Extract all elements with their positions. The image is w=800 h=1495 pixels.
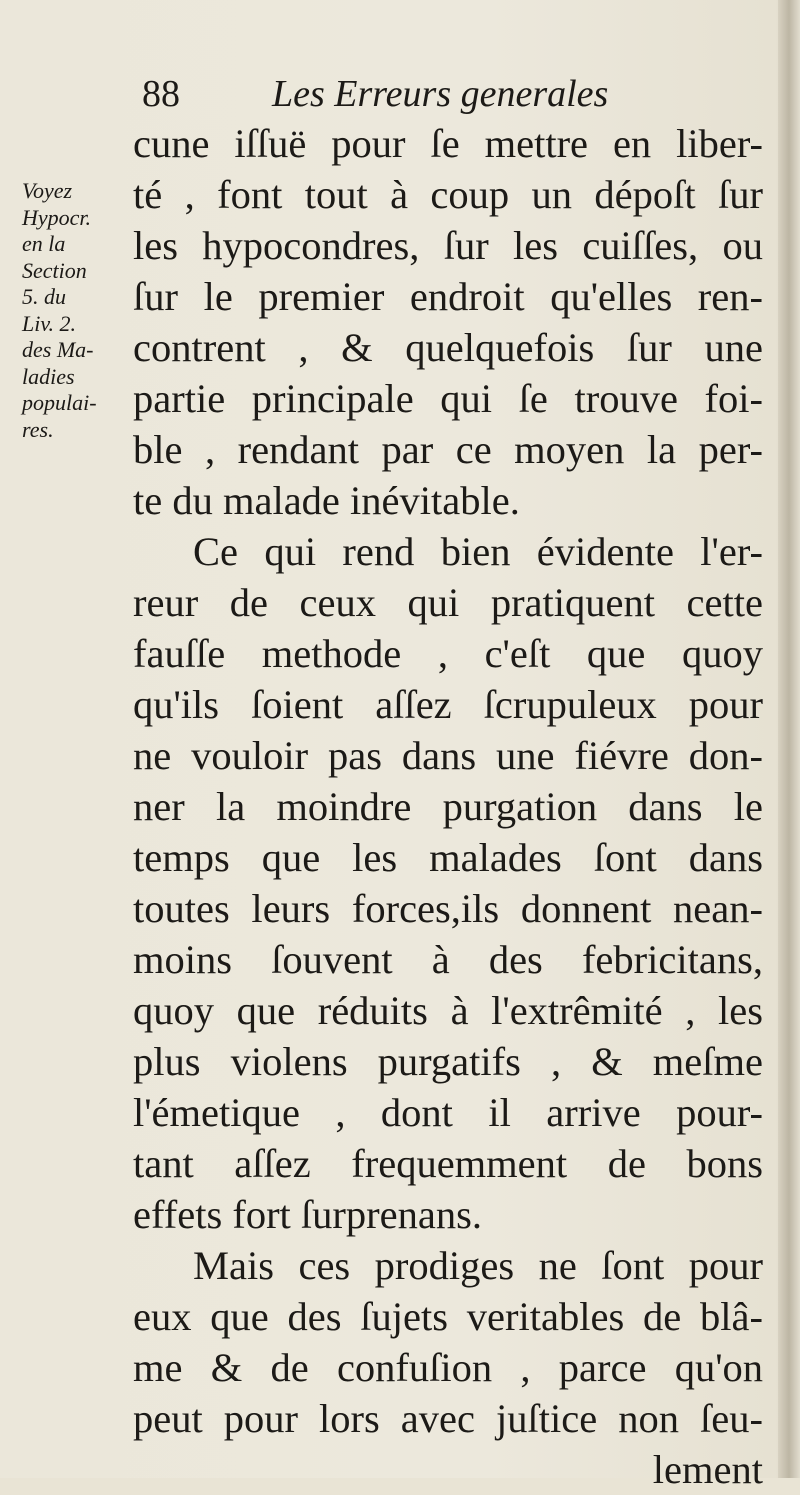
page-header	[142, 68, 782, 120]
text-line: Ce qui rend bien évidente l'er-	[193, 529, 763, 574]
text-line: Mais ces prodiges ne ſont pour	[193, 1243, 763, 1288]
body-text	[133, 118, 763, 1495]
text-line: te du malade inévitable.	[133, 478, 520, 523]
text-line: l'émetique , dont il arrive pour-	[133, 1090, 763, 1135]
margin-note-line: res.	[22, 416, 54, 442]
margin-note-line: des Ma-	[22, 337, 94, 362]
text-line: contrent , & quelquefois ſur une	[133, 325, 763, 370]
text-line: quoy que réduits à l'extrêmité , les	[133, 988, 763, 1033]
running-title: Les Erreurs generales	[272, 73, 609, 115]
margin-note-line: en la	[22, 231, 66, 256]
margin-note	[22, 178, 134, 443]
text-line: ner la moindre purgation dans le	[133, 784, 763, 829]
text-line: fauſſe methode , c'eſt que quoy	[133, 631, 763, 676]
text-line: cune iſſuë pour ſe mettre en liber-	[133, 121, 763, 166]
text-line: qu'ils ſoient aſſez ſcrupuleux pour	[133, 682, 763, 727]
margin-note-line: Hypocr.	[22, 204, 92, 230]
text-line: eux que des ſujets veritables de blâ-	[133, 1294, 763, 1339]
margin-note-line: populai-	[22, 390, 97, 415]
text-line: ne vouloir pas dans une fiévre don-	[133, 733, 763, 778]
margin-note-line: ladies	[22, 363, 75, 389]
text-line: moins ſouvent à des febricitans,	[133, 937, 763, 982]
text-line: reur de ceux qui pratiquent cette	[133, 580, 763, 625]
text-line: ſur le premier endroit qu'elles ren-	[133, 274, 763, 319]
text-line: peut pour lors avec juſtice non ſeu-	[133, 1396, 763, 1441]
text-line: me & de confuſion , parce qu'on	[133, 1345, 763, 1390]
text-line: plus violens purgatifs , & meſme	[133, 1039, 763, 1084]
text-line: té , font tout à coup un dépoſt ſur	[133, 172, 763, 217]
page-spine-shadow	[778, 0, 800, 1478]
text-line: toutes leurs forces,ils donnent nean-	[133, 886, 763, 931]
margin-note-line: 5. du	[22, 284, 66, 309]
text-line: tant aſſez frequemment de bons	[133, 1141, 763, 1186]
text-line: temps que les malades ſont dans	[133, 835, 763, 880]
margin-note-line: Voyez	[22, 178, 73, 203]
margin-note-line: Section	[22, 257, 87, 283]
text-line: effets fort ſurprenans.	[133, 1192, 482, 1237]
catchword: lement	[652, 1447, 763, 1492]
page-number: 88	[142, 73, 180, 115]
text-line: ble , rendant par ce moyen la per-	[133, 427, 763, 472]
margin-note-line: Liv. 2.	[22, 310, 76, 336]
text-line: les hypocondres, ſur les cuiſſes, ou	[133, 223, 763, 268]
text-line: partie principale qui ſe trouve foi-	[133, 376, 763, 421]
